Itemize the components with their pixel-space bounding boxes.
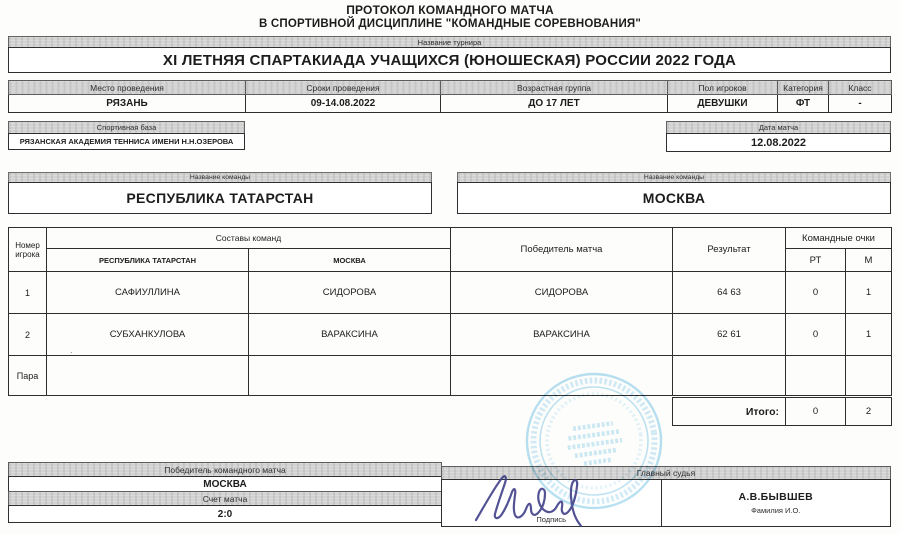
col-header-points-rt: РТ xyxy=(786,249,846,272)
total-points-rt: 0 xyxy=(786,398,846,426)
player-team1: САФИУЛЛИНА xyxy=(47,272,249,314)
results-table xyxy=(8,227,892,396)
team-winner-block xyxy=(8,462,442,523)
points-m: 1 xyxy=(846,314,892,356)
player-team2 xyxy=(249,356,451,396)
team-name-label-1: Название команды xyxy=(8,172,432,183)
match-number: 2 xyxy=(9,314,47,356)
info-value-dates: 09-14.08.2022 xyxy=(246,95,441,113)
player-team1 xyxy=(47,356,249,396)
match-row-2 xyxy=(9,314,892,356)
col-header-match-winner: Победитель матча xyxy=(451,228,673,272)
info-value-place: РЯЗАНЬ xyxy=(9,95,246,113)
team-winner-value: МОСКВА xyxy=(8,476,442,492)
team-name-label-2: Название команды xyxy=(457,172,891,183)
chief-judge-label: Главный судья xyxy=(441,466,891,480)
document-title: ПРОТОКОЛ КОМАНДНОГО МАТЧА xyxy=(346,3,554,17)
match-row-1 xyxy=(9,272,892,314)
col-header-lineups: Составы команд xyxy=(47,228,451,249)
info-table xyxy=(8,80,892,113)
col-header-player-number: Номер игрока xyxy=(9,228,47,272)
match-row-pair xyxy=(9,356,892,396)
match-date-value: 12.08.2022 xyxy=(666,133,891,152)
col-header-points-m: М xyxy=(846,249,892,272)
tournament-block xyxy=(8,36,891,73)
points-m: 1 xyxy=(846,272,892,314)
match-date-block xyxy=(666,121,891,152)
info-value-age-group: ДО 17 ЛЕТ xyxy=(441,95,668,113)
match-number: Пара xyxy=(9,356,47,396)
tournament-name: XI ЛЕТНЯЯ СПАРТАКИАДА УЧАЩИХСЯ (ЮНОШЕСКАЯ) РОССИИ 2022 ГОДА xyxy=(8,47,891,73)
col-header-team-points: Командные очки xyxy=(786,228,892,249)
info-label-place: Место проведения xyxy=(9,81,246,95)
document-subtitle: В СПОРТИВНОЙ ДИСЦИПЛИНЕ "КОМАНДНЫЕ СОРЕВНОВАНИЯ" xyxy=(258,18,642,30)
match-score-label: Счет матча xyxy=(8,491,442,506)
judge-name: А.В.БЫВШЕВ xyxy=(738,491,814,503)
match-winner: СИДОРОВА xyxy=(451,272,673,314)
team-block-2 xyxy=(457,172,891,214)
venue-label: Спортивная база xyxy=(8,121,245,134)
team-name-1: РЕСПУБЛИКА ТАТАРСТАН xyxy=(8,182,432,214)
info-label-dates: Сроки проведения xyxy=(246,81,441,95)
scan-speck: · xyxy=(70,348,73,357)
points-rt: 0 xyxy=(786,272,846,314)
total-label: Итого: xyxy=(673,398,786,426)
info-label-class: Класс xyxy=(829,81,892,95)
judge-signature xyxy=(474,472,594,530)
match-score-value: 2:0 xyxy=(8,505,442,523)
match-result: 64 63 xyxy=(673,272,786,314)
chief-judge-block xyxy=(441,466,891,527)
judge-name-label: Фамилия И.О. xyxy=(751,506,801,515)
totals-row xyxy=(672,397,892,426)
match-result: 62 61 xyxy=(673,314,786,356)
points-m xyxy=(846,356,892,396)
points-rt: 0 xyxy=(786,314,846,356)
info-label-gender: Пол игроков xyxy=(668,81,778,95)
tournament-label: Название турнира xyxy=(8,36,891,48)
info-label-age-group: Возрастная группа xyxy=(441,81,668,95)
venue-block xyxy=(8,121,245,150)
match-winner xyxy=(451,356,673,396)
info-value-category: ФТ xyxy=(778,95,829,113)
player-team1: СУБХАНКУЛОВА xyxy=(47,314,249,356)
info-label-category: Категория xyxy=(778,81,829,95)
match-number: 1 xyxy=(9,272,47,314)
col-header-team1: РЕСПУБЛИКА ТАТАРСТАН xyxy=(47,249,249,272)
col-header-team2: МОСКВА xyxy=(249,249,451,272)
match-winner: ВАРАКСИНА xyxy=(451,314,673,356)
total-points-m: 2 xyxy=(846,398,892,426)
info-value-gender: ДЕВУШКИ xyxy=(668,95,778,113)
team-winner-label: Победитель командного матча xyxy=(8,462,442,477)
team-block-1 xyxy=(8,172,432,214)
col-header-result: Результат xyxy=(673,228,786,272)
player-team2: ВАРАКСИНА xyxy=(249,314,451,356)
signature-cell xyxy=(441,479,662,527)
judge-name-cell xyxy=(662,479,891,527)
info-value-class: - xyxy=(829,95,892,113)
team-name-2: МОСКВА xyxy=(457,182,891,214)
signature-label: Подпись xyxy=(536,515,567,524)
player-team2: СИДОРОВА xyxy=(249,272,451,314)
venue-value: РЯЗАНСКАЯ АКАДЕМИЯ ТЕННИСА ИМЕНИ Н.Н.ОЗЕРОВА xyxy=(8,133,245,150)
match-date-label: Дата матча xyxy=(666,121,891,134)
points-rt xyxy=(786,356,846,396)
match-result xyxy=(673,356,786,396)
